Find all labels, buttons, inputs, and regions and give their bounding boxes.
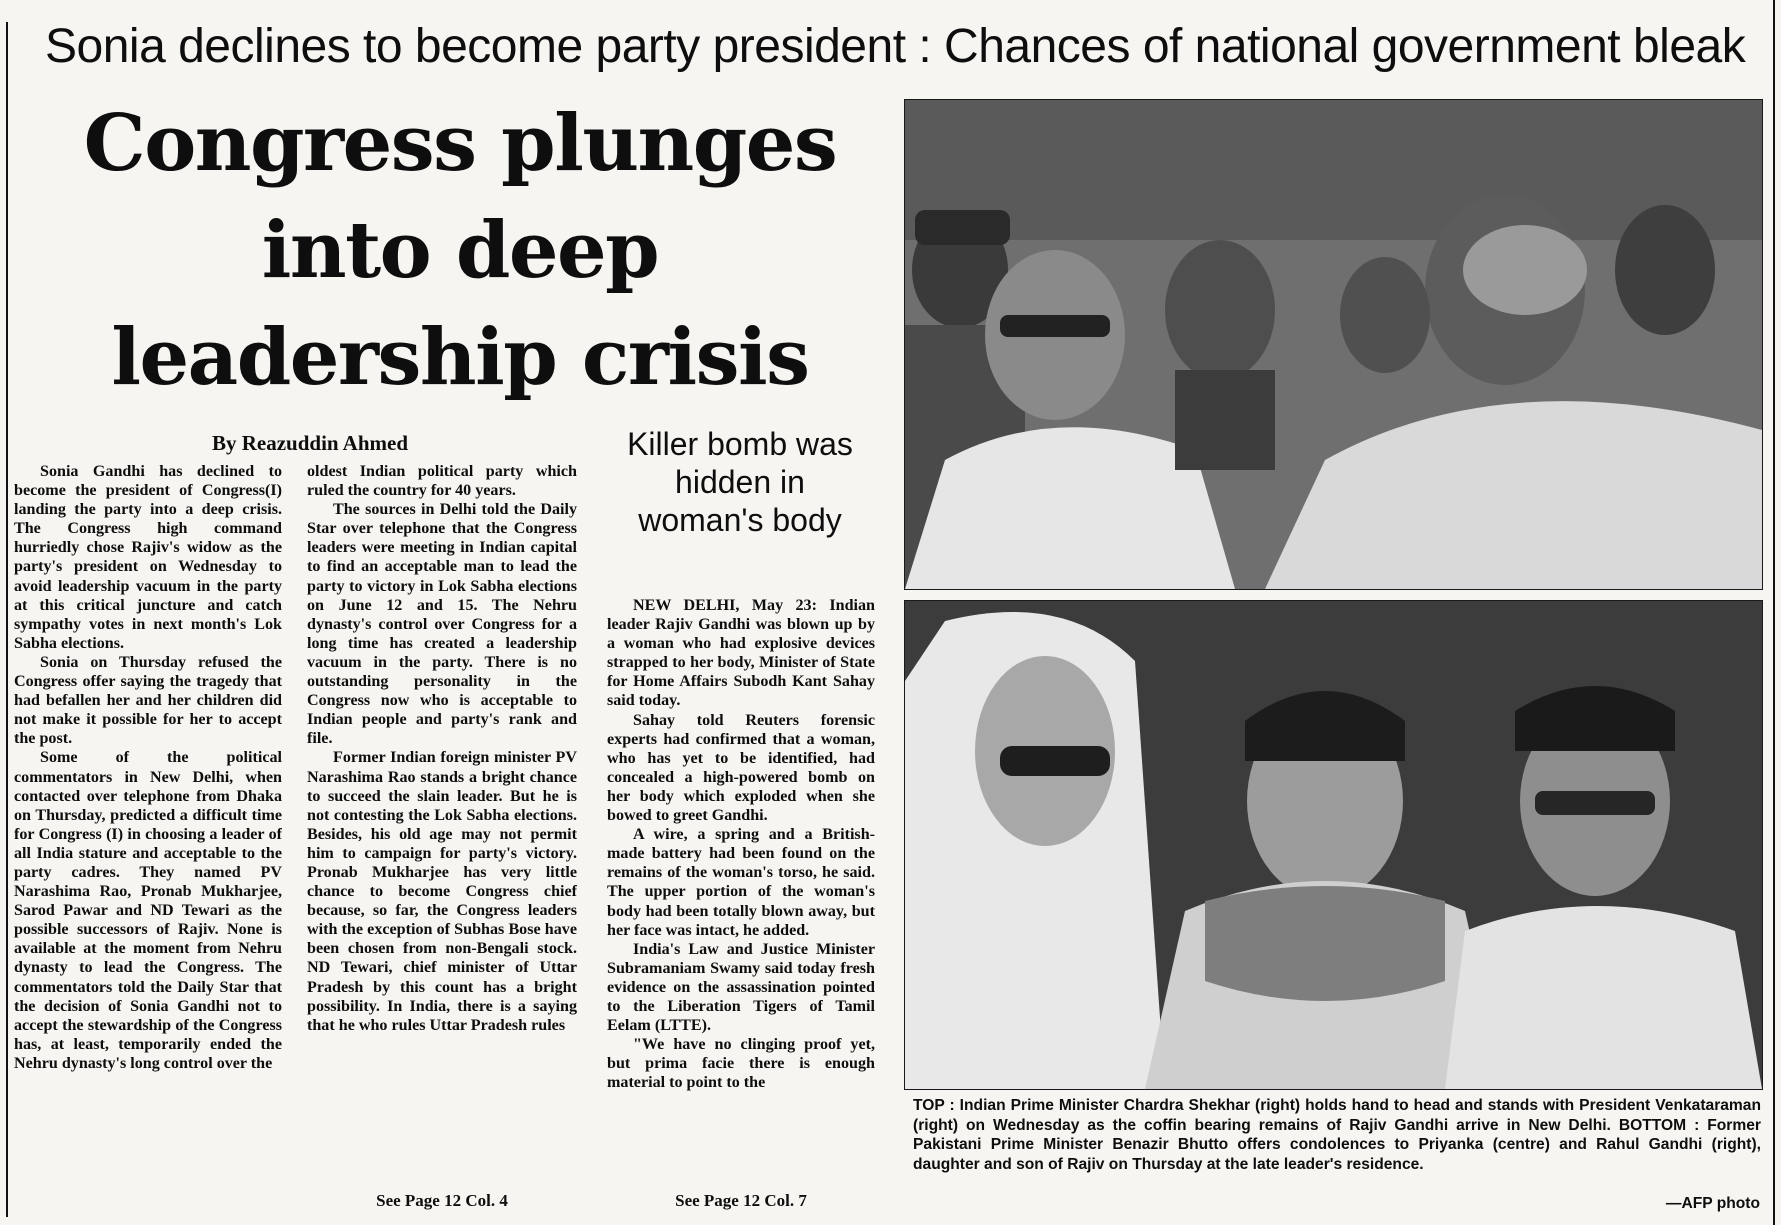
story-paragraph: Sahay told Reuters forensic experts had confirmed that a woman, who has yet to be identified, had concealed a high-powered bomb on her body which exploded when she bowed to greet Gandhi. <box>607 711 875 825</box>
photo-top <box>904 99 1763 590</box>
photo-credit: —AFP photo <box>1665 1195 1760 1212</box>
side-story-headline: Killer bomb was hidden in woman's body <box>627 426 853 538</box>
main-headline <box>25 90 895 411</box>
story-paragraph: The sources in Delhi told the Daily Star over telephone that the Congress leaders were meeting in Indian capital to find an acceptable man to lead the party to victory in Lok Sabha elections on June 12 and 15. The Nehru dynasty's control over Congress for a long time has created a leadership vacuum in the party. There is no outstanding personality in the Congress now who is acceptable to Indian people and party's rank and file. <box>307 501 577 748</box>
story-paragraph: A wire, a spring and a British-made battery had been found on the remains of the woman's torso, he said. The upper portion of the woman's body had been totally blown away, but her face was intact, he added. <box>607 826 875 939</box>
story-paragraph: NEW DELHI, May 23: Indian leader Rajiv Gandhi was blown up by a woman who had explosive devices strapped to her body, Minister of State for Home Affairs Subodh Kant Sahay said today. <box>607 597 875 710</box>
photo-bottom <box>904 600 1763 1090</box>
story-paragraph: Some of the political commentators in New Delhi, when contacted over telephone from Dhaka on Thursday, predicted a difficult time for Congress (I) in choosing a leader of all India stature and acceptable to the party cadres. They named PV Narashima Rao, Pronab Mukharjee, Sarod Pawar and ND Tewari as the possible successors of Rajiv. None is available at the moment from Nehru dynasty to lead the Congress. The commentators told the Daily Star that the decision of Sonia Gandhi not to accept the stewardship of the Congress has, at least, temporarily ended the Nehru dynasty's long control over the <box>14 749 282 1072</box>
photo-bottom-image <box>905 601 1762 1089</box>
photo-top-image <box>905 100 1762 589</box>
headline-line-2: into deep <box>261 205 659 296</box>
story-paragraph: Sonia Gandhi has declined to become the president of Congress(I) landing the party into a deep crisis. The Congress high command hurriedly chose Rajiv's widow as the party's president on Wednesday to avoid leadership vacuum in the party at this critical juncture and catch sympathy votes in next month's Lok Sabha elections. <box>14 463 282 652</box>
photo-caption: TOP : Indian Prime Minister Chardra Shekhar (right) holds hand to head and stands with President Venkataraman (right) on Wednesday as the coffin bearing remains of Rajiv Gandhi arrive in New Delhi. BOTTOM : Former Pakistani Prime Minister Benazir Bhutto offers condolences to Priyanka (centre) and Rahul Gandhi (right), daughter and son of Rajiv on Thursday at the late leader's residence. <box>913 1097 1761 1173</box>
side-story-jump-line: See Page 12 Col. 7 <box>675 1191 807 1210</box>
kicker-headline: Sonia declines to become party president : Chances of national government bleak <box>45 20 1746 73</box>
column-rule-left <box>6 22 8 1217</box>
headline-line-3: leadership crisis <box>111 312 809 403</box>
story-paragraph: Sonia on Thursday refused the Congress offer saying the tragedy that had befallen her and her children did not make it possible for her to accept the post. <box>14 653 282 748</box>
story-paragraph-continued: oldest Indian political party which ruled the country for 40 years. <box>307 463 577 500</box>
headline-line-1: Congress plunges <box>83 98 837 189</box>
story-paragraph: India's Law and Justice Minister Subramaniam Swamy said today fresh evidence on the assassination pointed to the Liberation Tigers of Tamil Eelam (LTTE). <box>607 940 875 1035</box>
story-paragraph: Former Indian foreign minister PV Narashima Rao stands a bright chance to succeed the slain leader. But he is not contesting the Lok Sabha elections. Besides, his old age may not permit him to campaign for party's victory. Pronab Mukharjee has very little chance to become Congress chief because, so far, the Congress leaders with the exception of Subhas Bose have been chosen from non-Bengali stock. ND Tewari, chief minister of Uttar Pradesh by this count has a bright possibility. In India, there is a saying that he who rules Uttar Pradesh rules <box>307 749 577 1034</box>
main-story-jump-line: See Page 12 Col. 4 <box>376 1191 508 1210</box>
column-rule-right <box>1773 0 1775 1225</box>
main-story-column-2 <box>307 462 577 1192</box>
main-story-column-1 <box>14 462 282 1207</box>
story-paragraph: "We have no clinging proof yet, but prima facie there is enough material to point to the <box>607 1036 875 1092</box>
byline: By Reazuddin Ahmed <box>211 431 409 455</box>
side-story-column <box>607 596 875 1193</box>
